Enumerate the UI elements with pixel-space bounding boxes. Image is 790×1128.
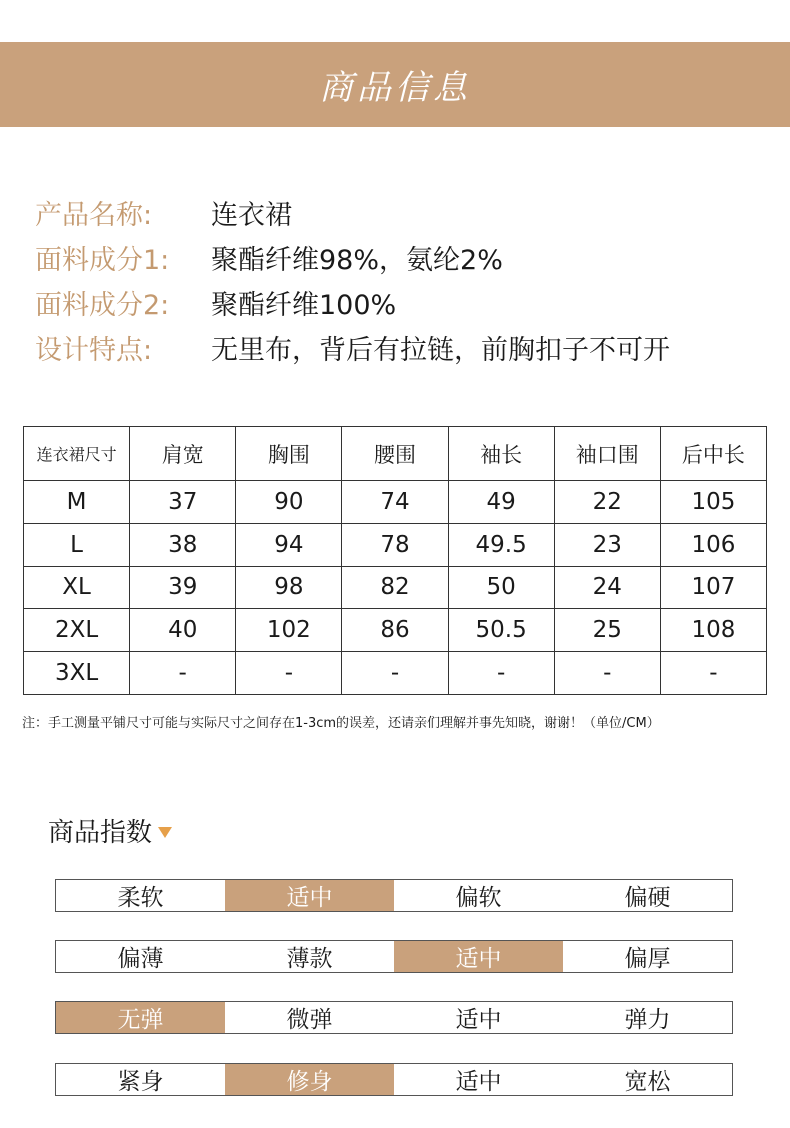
index-bar: [55, 1063, 733, 1096]
table-cell: 107: [660, 566, 766, 609]
table-cell: -: [660, 652, 766, 695]
info-row-design: [35, 325, 670, 370]
table-cell: 106: [660, 523, 766, 566]
index-option: 弹力: [624, 1007, 671, 1033]
info-key: 产品名称:: [35, 200, 153, 231]
size-label-cell: L: [24, 523, 130, 566]
column-header: 袖长: [448, 427, 554, 481]
info-row-fabric-1: [35, 235, 670, 280]
table-cell: -: [554, 652, 660, 695]
index-option-selected: 适中: [394, 941, 563, 972]
table-cell: 25: [554, 609, 660, 652]
info-value: 连衣裙: [211, 200, 292, 231]
index-option: 偏软: [455, 885, 502, 911]
index-bar: [55, 879, 733, 912]
table-row: [24, 523, 767, 566]
index-bar: [55, 940, 733, 973]
table-cell: 23: [554, 523, 660, 566]
column-header: 腰围: [342, 427, 448, 481]
index-option-selected: 无弹: [56, 1002, 225, 1033]
size-label-cell: XL: [24, 566, 130, 609]
table-cell: 98: [236, 566, 342, 609]
table-cell: 50.5: [448, 609, 554, 652]
index-option-selected: 适中: [225, 880, 394, 911]
index-option: 柔软: [117, 885, 164, 911]
info-key: 设计特点:: [35, 335, 153, 366]
column-header: 肩宽: [130, 427, 236, 481]
table-cell: -: [130, 652, 236, 695]
info-value: 聚酯纤维100%: [211, 290, 397, 321]
table-cell: 40: [130, 609, 236, 652]
index-option: 宽松: [624, 1069, 671, 1095]
table-cell: 78: [342, 523, 448, 566]
table-cell: 22: [554, 481, 660, 524]
table-row: [24, 481, 767, 524]
index-option: 紧身: [117, 1069, 164, 1095]
table-cell: 82: [342, 566, 448, 609]
size-label-cell: M: [24, 481, 130, 524]
header-banner: [0, 42, 790, 127]
triangle-down-icon: [158, 827, 172, 838]
index-option: 偏厚: [624, 946, 671, 972]
info-value: 聚酯纤维98%，氨纶2%: [211, 245, 503, 276]
table-cell: 39: [130, 566, 236, 609]
size-label-cell: 3XL: [24, 652, 130, 695]
table-cell: 90: [236, 481, 342, 524]
column-header: 连衣裙尺寸: [24, 427, 130, 481]
table-cell: 102: [236, 609, 342, 652]
index-option: 适中: [455, 1069, 502, 1095]
table-cell: -: [236, 652, 342, 695]
column-header: 胸围: [236, 427, 342, 481]
table-row: [24, 652, 767, 695]
index-option: 适中: [455, 1007, 502, 1033]
table-cell: -: [448, 652, 554, 695]
index-option-selected: 修身: [225, 1064, 394, 1095]
size-label-cell: 2XL: [24, 609, 130, 652]
table-cell: 74: [342, 481, 448, 524]
table-cell: 49: [448, 481, 554, 524]
table-cell: 37: [130, 481, 236, 524]
column-header: 袖口围: [554, 427, 660, 481]
index-option: 偏薄: [117, 946, 164, 972]
measurement-note: 注：手工测量平铺尺寸可能与实际尺寸之间存在1-3cm的误差，还请亲们理解并事先知晓，谢谢！（单位/CM）: [22, 716, 660, 731]
info-value: 无里布，背后有拉链，前胸扣子不可开: [211, 335, 670, 366]
column-header: 后中长: [660, 427, 766, 481]
table-cell: 108: [660, 609, 766, 652]
table-cell: -: [342, 652, 448, 695]
table-cell: 86: [342, 609, 448, 652]
index-option: 薄款: [286, 946, 333, 972]
index-title-text: 商品指数: [48, 818, 153, 848]
size-table: [23, 426, 767, 695]
product-info: [35, 190, 670, 370]
info-row-name: [35, 190, 670, 235]
table-cell: 38: [130, 523, 236, 566]
table-cell: 94: [236, 523, 342, 566]
page-title: 商品信息: [319, 68, 471, 108]
table-row: [24, 566, 767, 609]
info-key: 面料成分1:: [35, 245, 170, 276]
table-row: [24, 609, 767, 652]
info-key: 面料成分2:: [35, 290, 170, 321]
index-section-title: [48, 812, 172, 849]
table-cell: 24: [554, 566, 660, 609]
table-cell: 105: [660, 481, 766, 524]
size-table-header: [24, 427, 767, 481]
index-option: 微弹: [286, 1007, 333, 1033]
table-cell: 50: [448, 566, 554, 609]
table-cell: 49.5: [448, 523, 554, 566]
index-option: 偏硬: [624, 885, 671, 911]
info-row-fabric-2: [35, 280, 670, 325]
index-bar: [55, 1001, 733, 1034]
